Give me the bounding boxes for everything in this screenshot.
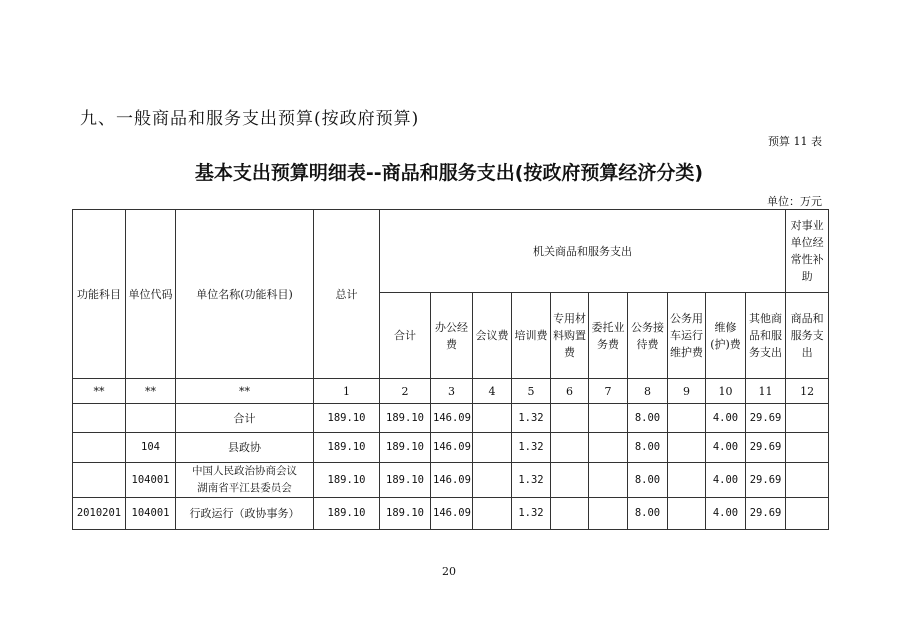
cell-code: 104001 <box>126 498 176 530</box>
cell-material <box>551 404 589 433</box>
cell-repair: 4.00 <box>706 404 746 433</box>
cell-name-line1: 中国人民政治协商会议 <box>192 465 297 477</box>
cell-name-line2: 湖南省平江县委员会 <box>197 482 292 494</box>
header-sub-training: 培训费 <box>512 293 551 379</box>
cell-entrust <box>589 433 628 463</box>
header-unit-name: 单位名称(功能科目) <box>176 210 314 379</box>
index-cell: 6 <box>551 379 589 404</box>
cell-vehicle <box>668 463 706 498</box>
index-row <box>73 379 829 404</box>
cell-training: 1.32 <box>512 463 551 498</box>
cell-other: 29.69 <box>746 498 786 530</box>
cell-sum: 189.10 <box>380 498 431 530</box>
cell-code <box>126 404 176 433</box>
cell-code: 104001 <box>126 463 176 498</box>
cell-repair: 4.00 <box>706 498 746 530</box>
cell-vehicle <box>668 433 706 463</box>
cell-subsidy <box>786 433 829 463</box>
cell-total: 189.10 <box>314 463 380 498</box>
cell-func: 2010201 <box>73 498 126 530</box>
cell-func <box>73 433 126 463</box>
cell-sum: 189.10 <box>380 433 431 463</box>
header-sub-reception: 公务接待费 <box>628 293 668 379</box>
table-row <box>73 463 829 498</box>
cell-material <box>551 463 589 498</box>
index-cell: 11 <box>746 379 786 404</box>
cell-entrust <box>589 463 628 498</box>
cell-reception: 8.00 <box>628 433 668 463</box>
cell-name: 行政运行（政协事务） <box>176 498 314 530</box>
cell-total: 189.10 <box>314 498 380 530</box>
header-total: 总计 <box>314 210 380 379</box>
cell-vehicle <box>668 498 706 530</box>
cell-office: 146.09 <box>431 463 473 498</box>
cell-reception: 8.00 <box>628 463 668 498</box>
cell-training: 1.32 <box>512 404 551 433</box>
cell-meeting <box>473 433 512 463</box>
index-cell: 12 <box>786 379 829 404</box>
index-cell: 1 <box>314 379 380 404</box>
cell-office: 146.09 <box>431 498 473 530</box>
page-title: 基本支出预算明细表--商品和服务支出(按政府预算经济分类) <box>194 162 704 184</box>
header-sub-meeting: 会议费 <box>473 293 512 379</box>
cell-subsidy <box>786 498 829 530</box>
cell-repair: 4.00 <box>706 463 746 498</box>
index-cell: ** <box>126 379 176 404</box>
table-number: 预算 11 表 <box>768 135 822 148</box>
cell-total: 189.10 <box>314 433 380 463</box>
header-row-top <box>73 210 829 293</box>
header-sub-sum: 合计 <box>380 293 431 379</box>
cell-meeting <box>473 404 512 433</box>
index-cell: 5 <box>512 379 551 404</box>
header-sub-vehicle: 公务用车运行维护费 <box>668 293 706 379</box>
cell-material <box>551 433 589 463</box>
index-cell: 2 <box>380 379 431 404</box>
cell-name: 合计 <box>176 404 314 433</box>
cell-func <box>73 404 126 433</box>
cell-sum: 189.10 <box>380 404 431 433</box>
cell-total: 189.10 <box>314 404 380 433</box>
index-cell: 8 <box>628 379 668 404</box>
header-sub-goods: 商品和服务支出 <box>786 293 829 379</box>
index-cell: 4 <box>473 379 512 404</box>
header-func-subject: 功能科目 <box>73 210 126 379</box>
header-sub-material: 专用材料购置费 <box>551 293 589 379</box>
table-row <box>73 433 829 463</box>
cell-reception: 8.00 <box>628 498 668 530</box>
cell-sum: 189.10 <box>380 463 431 498</box>
header-sub-office: 办公经费 <box>431 293 473 379</box>
header-unit-code: 单位代码 <box>126 210 176 379</box>
cell-other: 29.69 <box>746 463 786 498</box>
cell-office: 146.09 <box>431 404 473 433</box>
header-group: 机关商品和服务支出 <box>380 210 786 293</box>
index-cell: ** <box>73 379 126 404</box>
header-public-subsidy: 对事业单位经常性补助 <box>786 210 829 293</box>
cell-meeting <box>473 463 512 498</box>
cell-name: 县政协 <box>176 433 314 463</box>
table-row <box>73 498 829 530</box>
table-row <box>73 404 829 433</box>
index-cell: ** <box>176 379 314 404</box>
header-sub-entrust: 委托业务费 <box>589 293 628 379</box>
cell-entrust <box>589 498 628 530</box>
index-cell: 3 <box>431 379 473 404</box>
cell-repair: 4.00 <box>706 433 746 463</box>
header-sub-repair: 维修(护)费 <box>706 293 746 379</box>
cell-training: 1.32 <box>512 498 551 530</box>
cell-code: 104 <box>126 433 176 463</box>
section-title: 九、一般商品和服务支出预算(按政府预算) <box>80 109 420 129</box>
cell-other: 29.69 <box>746 404 786 433</box>
cell-name <box>176 463 314 498</box>
cell-other: 29.69 <box>746 433 786 463</box>
page-number: 20 <box>442 565 456 578</box>
cell-subsidy <box>786 404 829 433</box>
unit-label: 单位：万元 <box>767 195 822 208</box>
cell-entrust <box>589 404 628 433</box>
cell-subsidy <box>786 463 829 498</box>
cell-material <box>551 498 589 530</box>
cell-reception: 8.00 <box>628 404 668 433</box>
index-cell: 9 <box>668 379 706 404</box>
index-cell: 7 <box>589 379 628 404</box>
cell-office: 146.09 <box>431 433 473 463</box>
cell-training: 1.32 <box>512 433 551 463</box>
header-sub-other: 其他商品和服务支出 <box>746 293 786 379</box>
cell-meeting <box>473 498 512 530</box>
budget-table <box>72 209 829 530</box>
index-cell: 10 <box>706 379 746 404</box>
cell-func <box>73 463 126 498</box>
cell-vehicle <box>668 404 706 433</box>
